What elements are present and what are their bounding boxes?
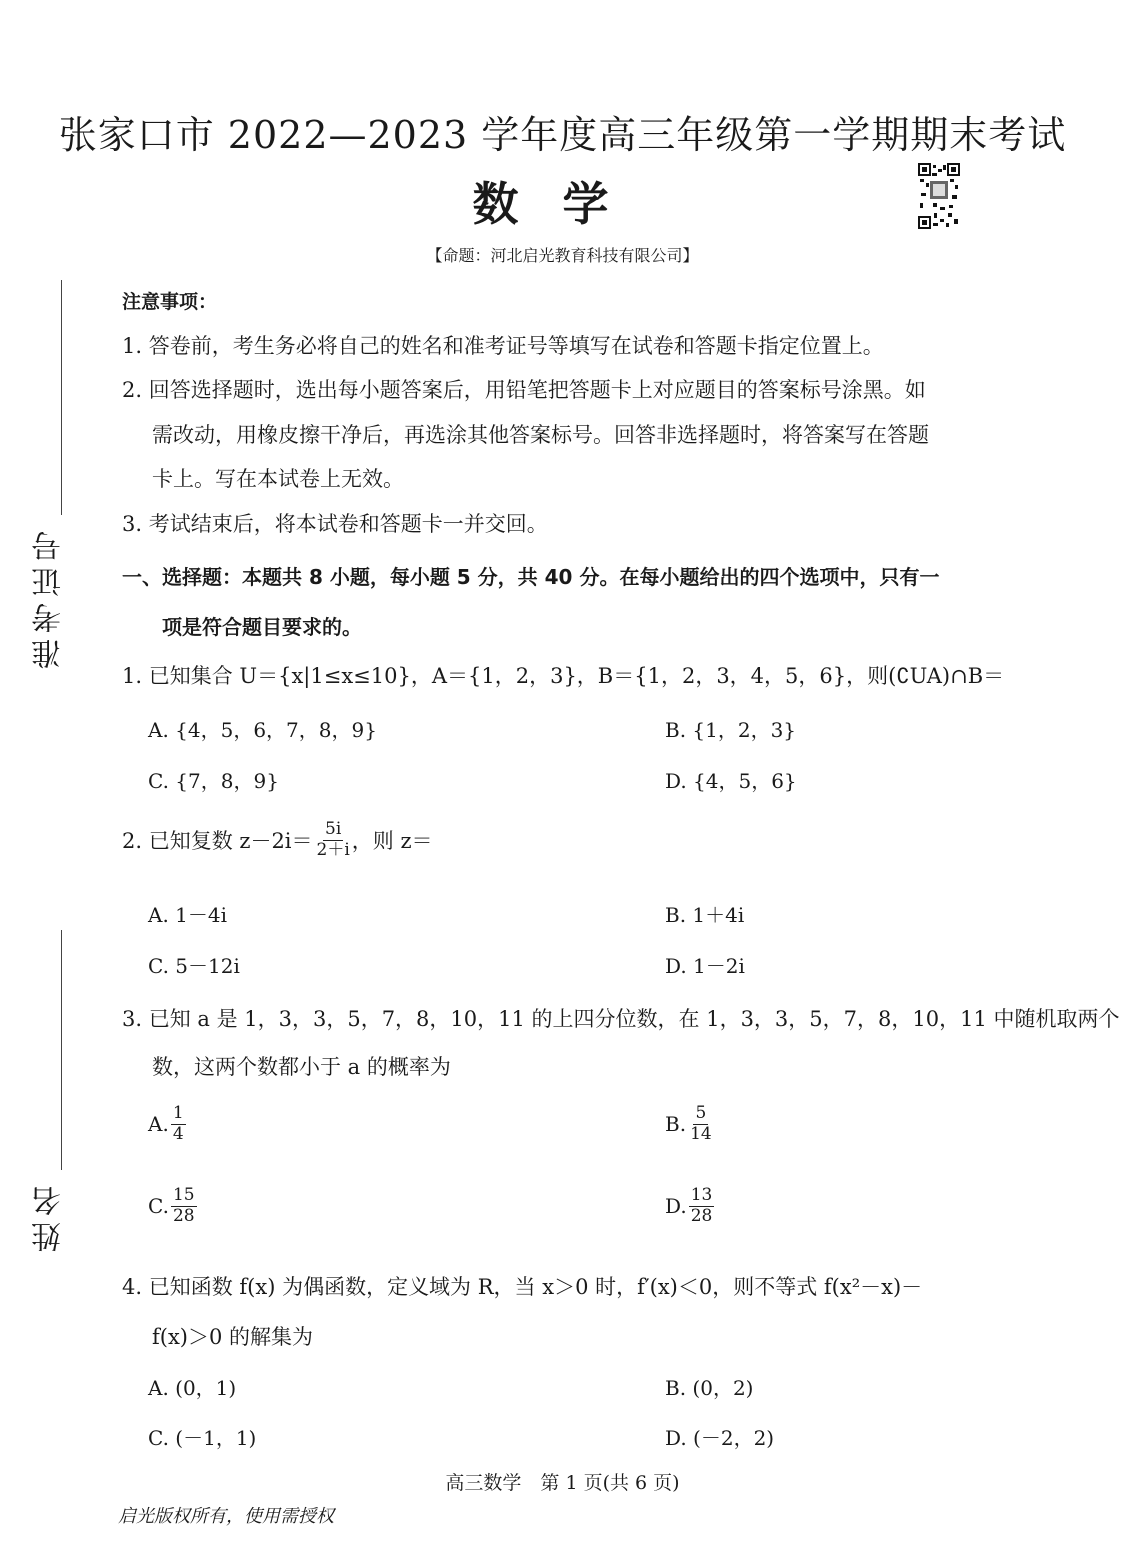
q2-option-b: B. 1＋4i [665, 903, 745, 927]
q2-option-d: D. 1－2i [665, 954, 745, 978]
question-3-stem: 3. 已知 a 是 1，3，3，5，7，8，10，11 的上四分位数，在 1，3，3，5，7，8，10，11 中随机取两个 [122, 1007, 1120, 1031]
q4-option-c: C. (－1，1) [148, 1426, 257, 1450]
q3-option-c [148, 1186, 197, 1226]
q2-fraction-denominator: 2＋i [316, 839, 350, 860]
q3-option-a [148, 1104, 186, 1144]
q3-option-c-fraction [171, 1186, 197, 1226]
qr-code-icon [918, 163, 960, 229]
q4-option-b: B. (0，2) [665, 1376, 754, 1400]
subject-title: 数学 [472, 177, 653, 231]
fraction-numerator: 1 [172, 1103, 184, 1123]
fraction-numerator: 13 [690, 1185, 713, 1205]
page-footer: 高三数学 第 1 页(共 6 页) [445, 1472, 680, 1494]
q3-option-c-label: C. [148, 1194, 169, 1219]
section-heading: 一、选择题：本题共 8 小题，每小题 5 分，共 40 分。在每小题给出的四个选项中，只有一 [122, 565, 940, 589]
q2-fraction [315, 820, 352, 860]
q4-option-a: A. (0，1) [148, 1376, 237, 1400]
section-heading-cont: 项是符合题目要求的。 [162, 615, 362, 639]
q3-option-b-fraction [688, 1104, 714, 1144]
question-4-stem-cont: f(x)＞0 的解集为 [152, 1325, 314, 1349]
q1-option-b: B. {1，2，3} [665, 718, 797, 742]
q2-stem-prefix: 2. 已知复数 z－2i＝ [122, 829, 313, 854]
q3-option-d-fraction [689, 1186, 715, 1226]
q3-option-d [665, 1186, 714, 1226]
q3-option-b [665, 1104, 714, 1144]
notes-heading: 注意事项： [122, 291, 218, 313]
note-item: 2. 回答选择题时，选出每小题答案后，用铅笔把答题卡上对应题目的答案标号涂黑。如 [122, 378, 926, 402]
q3-option-b-label: B. [665, 1112, 687, 1137]
question-2-stem [122, 820, 433, 860]
note-item: 卡上。写在本试卷上无效。 [152, 467, 404, 491]
q2-fraction-numerator: 5i [325, 819, 342, 839]
q4-option-d: D. (－2，2) [665, 1426, 775, 1450]
note-item: 1. 答卷前，考生务必将自己的姓名和准考证号等填写在试卷和答题卡指定位置上。 [122, 334, 884, 358]
q1-option-d: D. {4，5，6} [665, 769, 797, 793]
q3-option-d-label: D. [665, 1194, 687, 1219]
note-item: 需改动，用橡皮擦干净后，再选涂其他答案标号。回答非选择题时，将答案写在答题 [152, 423, 929, 447]
fraction-denominator: 4 [172, 1123, 184, 1144]
fraction-denominator: 28 [172, 1205, 195, 1226]
q1-option-c: C. {7，8，9} [148, 769, 279, 793]
binding-line-middle [61, 930, 62, 1170]
copyright-note: 启光版权所有，使用需授权 [118, 1506, 334, 1527]
binding-line-top [61, 280, 62, 515]
q1-option-a: A. {4，5，6，7，8，9} [148, 718, 377, 742]
fraction-denominator: 14 [690, 1123, 712, 1144]
question-1-stem: 1. 已知集合 U＝{x|1≤x≤10}，A＝{1，2，3}，B＝{1，2，3，4，5，6}，则(∁UA)∩B＝ [122, 664, 1005, 688]
exam-id-label: 准考证号 [32, 525, 67, 669]
fraction-numerator: 15 [172, 1185, 195, 1205]
question-4-stem: 4. 已知函数 f(x) 为偶函数，定义域为 R，当 x＞0 时，f′(x)＜0，则不等式 f(x²－x)－ [122, 1275, 923, 1299]
name-label: 姓名 [32, 1180, 67, 1252]
q3-option-a-label: A. [148, 1112, 169, 1137]
note-item: 3. 考试结束后，将本试卷和答题卡一并交回。 [122, 512, 548, 536]
fraction-numerator: 5 [695, 1103, 707, 1123]
q2-option-a: A. 1－4i [148, 903, 228, 927]
fraction-denominator: 28 [690, 1205, 713, 1226]
q2-stem-suffix: ，则 z＝ [351, 829, 433, 854]
exam-title: 张家口市 2022—2023 学年度高三年级第一学期期末考试 [58, 113, 1067, 157]
q3-option-a-fraction [171, 1104, 186, 1144]
author-line: 【命题：河北启光教育科技有限公司】 [426, 246, 699, 265]
q2-option-c: C. 5－12i [148, 954, 240, 978]
question-3-stem-cont: 数，这两个数都小于 a 的概率为 [152, 1055, 451, 1079]
